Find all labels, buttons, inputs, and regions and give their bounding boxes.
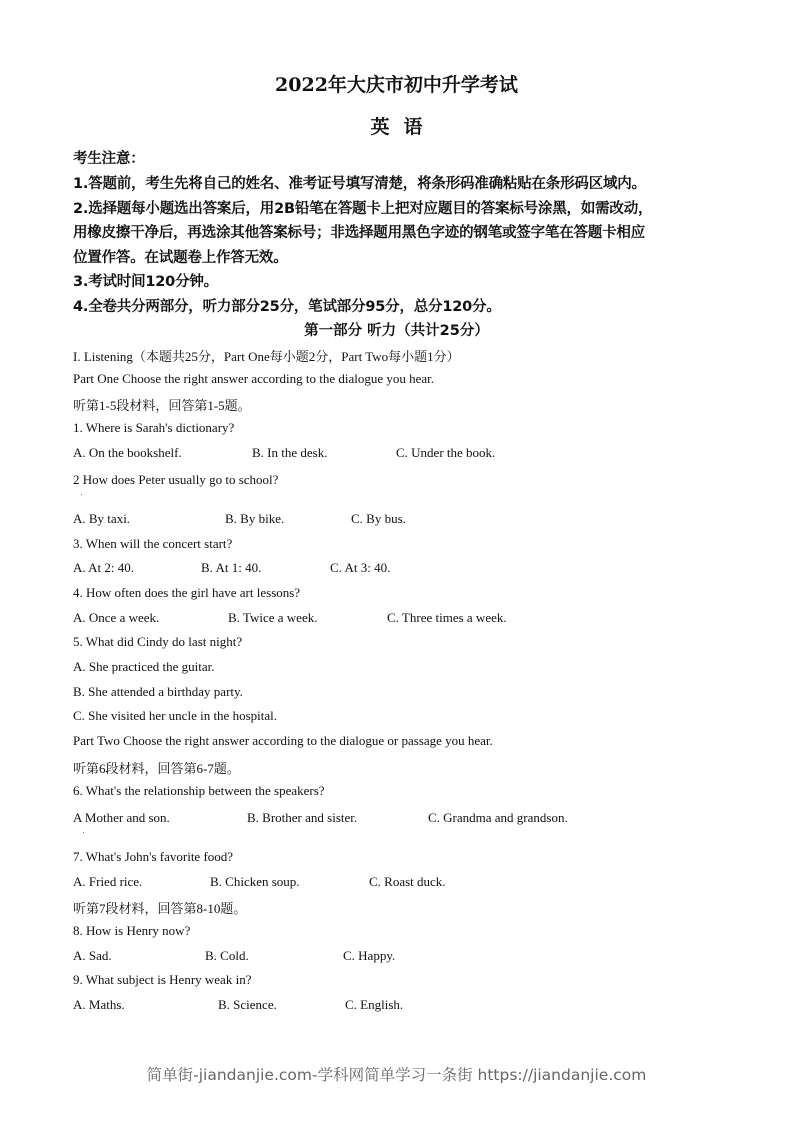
stray-mark: [81, 494, 82, 495]
q6-option-c: C. Grandma and grandson.: [428, 810, 568, 825]
exam-subject: 英语: [370, 116, 437, 138]
notice-item-4: 4.全卷共分两部分，听力部分25分，笔试部分95分，总分120分。: [73, 299, 501, 315]
notice-item-1: 1.答题前，考生先将自己的姓名、准考证号填写清楚，将条形码准确粘贴在条形码区域内。: [73, 176, 646, 192]
q1-option-c: C. Under the book.: [396, 445, 496, 460]
watermark-footer: 简单街-jiandanjie.com-学科网简单学习一条街 https://jiandanjie.com: [146, 1066, 647, 1084]
notice-item-3: 3.考试时间120分钟。: [73, 274, 218, 290]
part-two-instruction: Part Two Choose the right answer according to the dialogue or passage you hear.: [73, 733, 493, 748]
notice-heading: 考生注意：: [73, 151, 145, 167]
notice-item-2-cont: 用橡皮擦干净后，再选涂其他答案标号；非选择题用黑色字迹的钢笔或签字笔在答题卡相应: [73, 225, 645, 241]
q3-option-c: C. At 3: 40.: [330, 560, 391, 575]
part-two-material-7: 听第7段材料，回答第8-10题。: [73, 901, 247, 916]
q7-option-a: A. Fried rice.: [73, 874, 143, 889]
q8-option-c: C. Happy.: [343, 948, 396, 963]
part-two-material-6: 听第6段材料，回答第6-7题。: [73, 761, 240, 776]
listening-intro: I. Listening（本题共25分，Part One每小题2分，Part Two每小题1分）: [73, 349, 460, 364]
q6-option-b: B. Brother and sister.: [247, 810, 358, 825]
q3-option-a: A. At 2: 40.: [73, 560, 135, 575]
q2-option-a: A. By taxi.: [73, 511, 131, 526]
notice-item-2: 2.选择题每小题选出答案后，用2B铅笔在答题卡上把对应题目的答案标号涂黑，如需改动，: [73, 201, 653, 217]
q9-option-b: B. Science.: [218, 997, 277, 1012]
q3-option-b: B. At 1: 40.: [201, 560, 262, 575]
section-title: 第一部分 听力（共计25分）: [304, 323, 489, 339]
question-7: 7. What's John's favorite food?: [73, 849, 234, 864]
question-8: 8. How is Henry now?: [73, 923, 191, 938]
question-3: 3. When will the concert start?: [73, 536, 233, 551]
question-9: 9. What subject is Henry weak in?: [73, 972, 252, 987]
exam-title: 2022年大庆市初中升学考试: [275, 74, 518, 96]
question-4: 4. How often does the girl have art lessons?: [73, 585, 301, 600]
q1-option-a: A. On the bookshelf.: [73, 445, 182, 460]
part-one-material: 听第1-5段材料，回答第1-5题。: [73, 398, 251, 413]
q2-option-b: B. By bike.: [225, 511, 285, 526]
notice-item-2-cont2: 位置作答。在试题卷上作答无效。: [73, 250, 288, 266]
question-6: 6. What's the relationship between the speakers?: [73, 783, 325, 798]
question-2: 2 How does Peter usually go to school?: [73, 472, 279, 487]
q4-option-b: B. Twice a week.: [228, 610, 318, 625]
q1-option-b: B. In the desk.: [252, 445, 328, 460]
q9-option-a: A. Maths.: [73, 997, 125, 1012]
q4-option-c: C. Three times a week.: [387, 610, 507, 625]
part-one-instruction: Part One Choose the right answer according to the dialogue you hear.: [73, 371, 435, 386]
q5-option-c: C. She visited her uncle in the hospital.: [73, 708, 277, 723]
q9-option-c: C. English.: [345, 997, 404, 1012]
stray-mark: [83, 832, 84, 833]
question-5: 5. What did Cindy do last night?: [73, 634, 243, 649]
q5-option-b: B. She attended a birthday party.: [73, 684, 243, 699]
question-1: 1. Where is Sarah's dictionary?: [73, 420, 235, 435]
q7-option-b: B. Chicken soup.: [210, 874, 300, 889]
q6-option-a: A Mother and son.: [73, 810, 170, 825]
q4-option-a: A. Once a week.: [73, 610, 160, 625]
q5-option-a: A. She practiced the guitar.: [73, 659, 215, 674]
q7-option-c: C. Roast duck.: [369, 874, 446, 889]
q8-option-b: B. Cold.: [205, 948, 249, 963]
q8-option-a: A. Sad.: [73, 948, 112, 963]
q2-option-c: C. By bus.: [351, 511, 406, 526]
